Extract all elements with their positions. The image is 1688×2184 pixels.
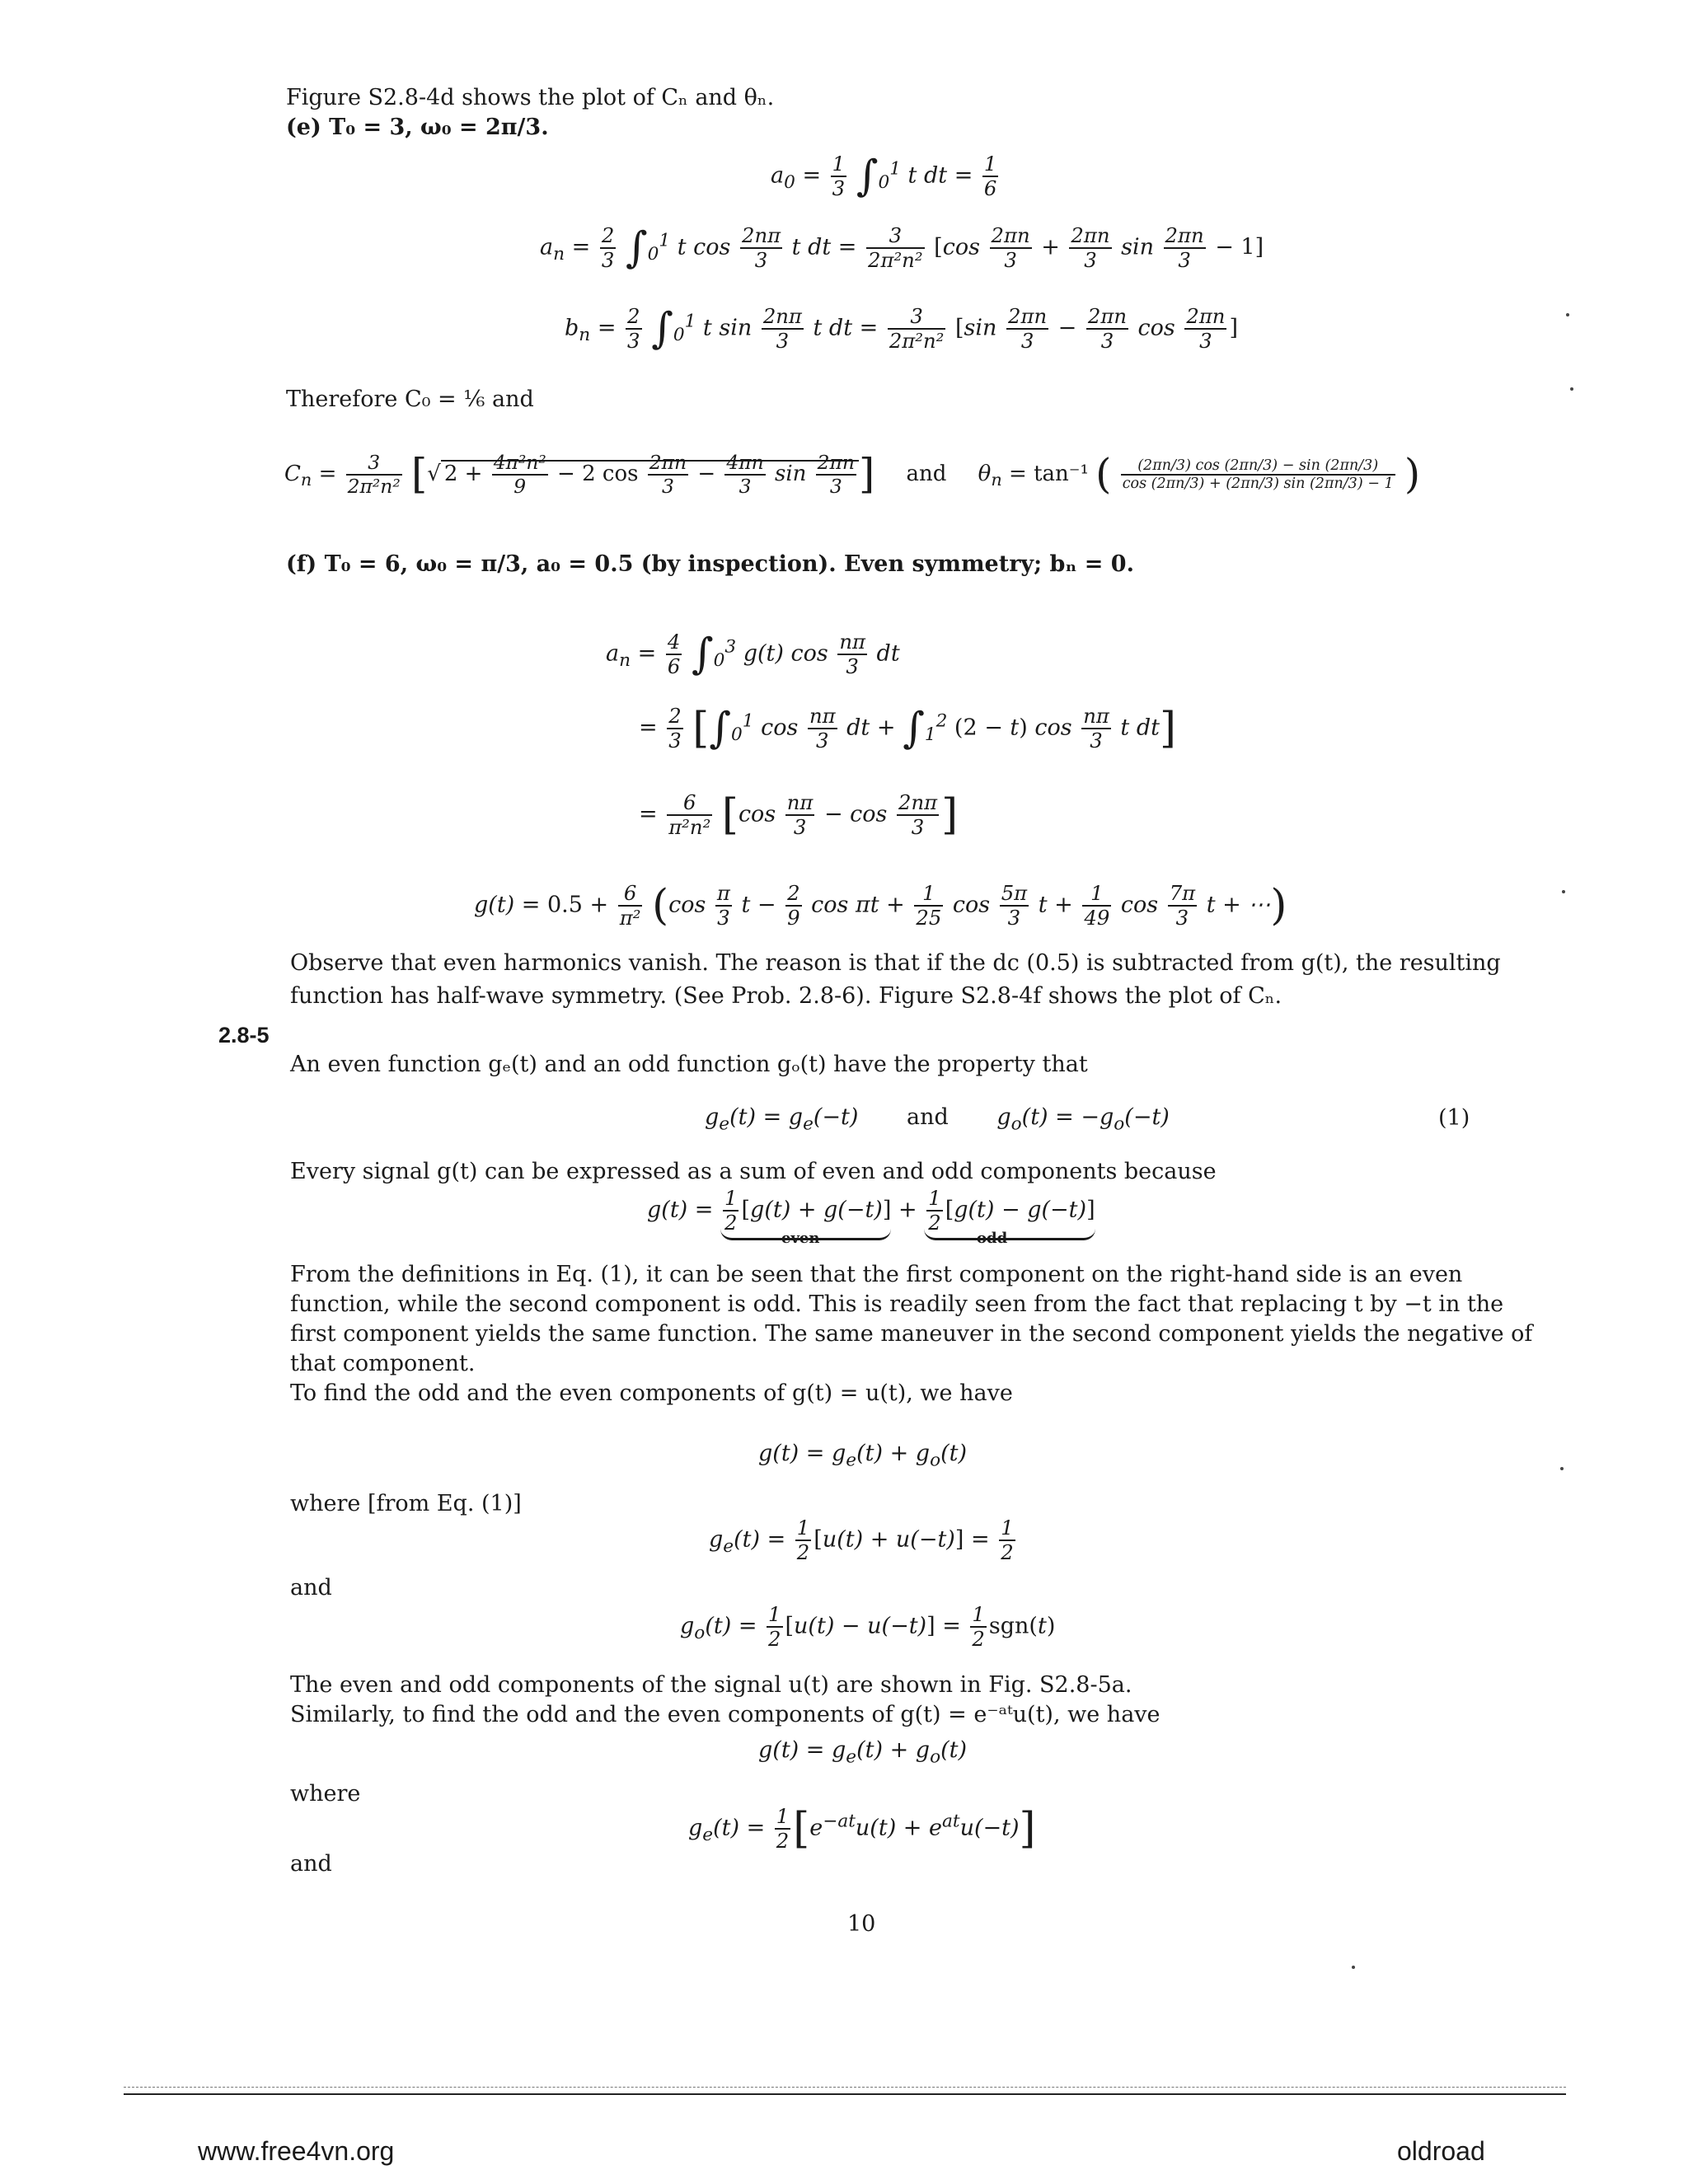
eq-g-sum-1: $g(t) = g_e(t) + g_o(t)$ bbox=[758, 1441, 968, 1471]
p285-line-3c: first component yields the same function. The same maneuver in the second component yields the negative of bbox=[290, 1321, 1533, 1347]
where-line-2: where bbox=[290, 1781, 361, 1807]
footer-right: oldroad bbox=[1397, 2136, 1485, 2166]
scan-speck bbox=[1570, 387, 1573, 391]
bottom-rule bbox=[124, 2093, 1566, 2095]
observe-line-1: Observe that even harmonics vanish. The reason is that if the dc (0.5) is subtracted from g(t), the resulting bbox=[290, 950, 1501, 976]
p285-line-3d: that component. bbox=[290, 1351, 476, 1376]
and-line-1: and bbox=[290, 1575, 332, 1601]
eq-an-f-1: $a_n$ = $\frac{4}{6}$ $\int_0^3$ g(t) cos $\frac{n\pi}{3}$ dt bbox=[606, 629, 900, 679]
p285-line-3a: From the definitions in Eq. (1), it can be seen that the first component on the right-hand side is an even bbox=[290, 1262, 1463, 1287]
where-line-1: where [from Eq. (1)] bbox=[290, 1491, 522, 1516]
footer-left[interactable]: www.free4vn.org bbox=[198, 2136, 395, 2166]
p285-line-2: Every signal g(t) can be expressed as a sum of even and odd components because bbox=[290, 1159, 1217, 1184]
eq-decomposition: g(t) = $\frac{1}{2}$ [g(t) + g(−t)] + $\frac{1}{2}$ [g(t) − g(−t)] bbox=[647, 1187, 1095, 1240]
p285-line-4: To find the odd and the even components of g(t) = u(t), we have bbox=[290, 1380, 1013, 1406]
eq-go-u: $g_o(t)$ = $\frac{1}{2}$ [u(t) − u(−t)] = $\frac{1}{2}$ sgn(t) bbox=[680, 1602, 1056, 1651]
even-label: even bbox=[781, 1230, 820, 1247]
eq1-tag: (1) bbox=[1438, 1105, 1470, 1131]
observe-line-2: function has half-wave symmetry. (See Prob. 2.8-6). Figure S2.8-4f shows the plot of Cₙ. bbox=[290, 983, 1282, 1009]
eq-property: $g_e(t) = g_e(-t)$ and $g_o(t) = -g_o(-t)$ bbox=[705, 1104, 1170, 1135]
scan-speck bbox=[1566, 313, 1569, 316]
part-e-label: (e) T₀ = 3, ω₀ = 2π/3. bbox=[286, 115, 549, 140]
eq-bn-e: $b_n$ = $\frac{2}{3}$ $\int_0^1$ t sin $\frac{2n\pi}{3}$ t dt = $\frac{3}{\text{2π²n²}}$ [sin $\frac{2\pi n}{3}$ − $\frac{2\pi n}{3}$ cos $\frac{2\pi n}{3}$ ] bbox=[565, 303, 1238, 354]
eq-g-series: g(t) = 0.5 + $\frac{6}{\text{π²}}$ (cos $\frac{\pi}{3}$ t − $\frac{2}{9}$ cos πt + $\frac{1}{25}$ cos $\frac{5\pi}{3}$ t + $\frac{1}{49}$ cos $\frac{7\pi}{3}$ t + ⋯) bbox=[474, 880, 1287, 930]
problem-number: 2.8-5 bbox=[218, 1023, 270, 1047]
therefore-line: Therefore C₀ = ⅙ and bbox=[286, 387, 534, 412]
scan-speck bbox=[1560, 1467, 1564, 1470]
and-line-2: and bbox=[290, 1851, 332, 1877]
eq-an-f-3: = $\frac{6}{\text{π²n²}}$ [cos $\frac{n\pi}{3}$ − cos $\frac{2n\pi}{3}$ ] bbox=[639, 790, 959, 840]
eq-an-e: $a_n$ = $\frac{2}{3}$ $\int_0^1$ t cos $\frac{2n\pi}{3}$ t dt = $\frac{3}{\text{2π²n²}}$ [cos $\frac{2\pi n}{3}$ + $\frac{2\pi n}{3}$ sin $\frac{2\pi n}{3}$ − 1] bbox=[540, 223, 1264, 273]
p285-line-3b: function, while the second component is odd. This is readily seen from the fact that replacing t by −t in the bbox=[290, 1291, 1504, 1317]
intro-line: Figure S2.8-4d shows the plot of Cₙ and θₙ. bbox=[286, 85, 775, 110]
bottom-dashed-rule bbox=[124, 2087, 1566, 2088]
part-f-label: (f) T₀ = 6, ω₀ = π/3, a₀ = 0.5 (by inspection). Even symmetry; bₙ = 0. bbox=[286, 551, 1134, 577]
scan-speck bbox=[1352, 1966, 1355, 1969]
and-word: and bbox=[906, 461, 947, 486]
odd-label: odd bbox=[977, 1230, 1008, 1247]
p285-line-1: An even function gₑ(t) and an odd function gₒ(t) have the property that bbox=[290, 1052, 1088, 1077]
scan-speck bbox=[1562, 890, 1565, 893]
page-number: 10 bbox=[847, 1911, 876, 1937]
eq-ge-exp: $g_e(t)$ = $\frac{1}{2}$ $[e^{-at}u(t) + e^{at}u(-t)]$ bbox=[688, 1803, 1036, 1854]
eq-ge-u: $g_e(t)$ = $\frac{1}{2}$ [u(t) + u(−t)] = $\frac{1}{2}$ bbox=[709, 1516, 1014, 1564]
p285-line-5: The even and odd components of the signal u(t) are shown in Fig. S2.8-5a. bbox=[290, 1672, 1132, 1698]
eq-cn-theta: $C_n$ = $\frac{3}{\text{2π²n²}}$ [√ 2 + $\frac{\text{4π²n²}}{9}$ − 2 cos $\frac{2\pi n}{3}$ − $\frac{4\pi n}{3}$ sin $\frac{2\pi n}{3}$ ] and $\theta_n = \tan^{-1}$ ( $\frac{(2\pi n/3) \cos (2\pi n/3) - \sin (2\pi n/3)}{\cos (2\pi n/3) + (2\pi n/3) \sin (2\pi n/3) - 1}$ ) bbox=[284, 450, 1421, 499]
eq-a0: $a_0$ = $\frac{1}{3}$ $\int_0^1$ t dt = $\frac{1}{6}$ bbox=[771, 151, 997, 201]
eq-an-f-2: = $\frac{2}{3}$ [$\int_0^1$ cos $\frac{n\pi}{3}$ dt + $\int_1^2$ (2 − t) cos $\frac{n\pi}{3}$ t dt] bbox=[639, 703, 1177, 753]
p285-line-6: Similarly, to find the odd and the even components of g(t) = e⁻ᵃᵗu(t), we have bbox=[290, 1702, 1160, 1727]
eq-g-sum-2: $g(t) = g_e(t) + g_o(t)$ bbox=[758, 1737, 968, 1768]
